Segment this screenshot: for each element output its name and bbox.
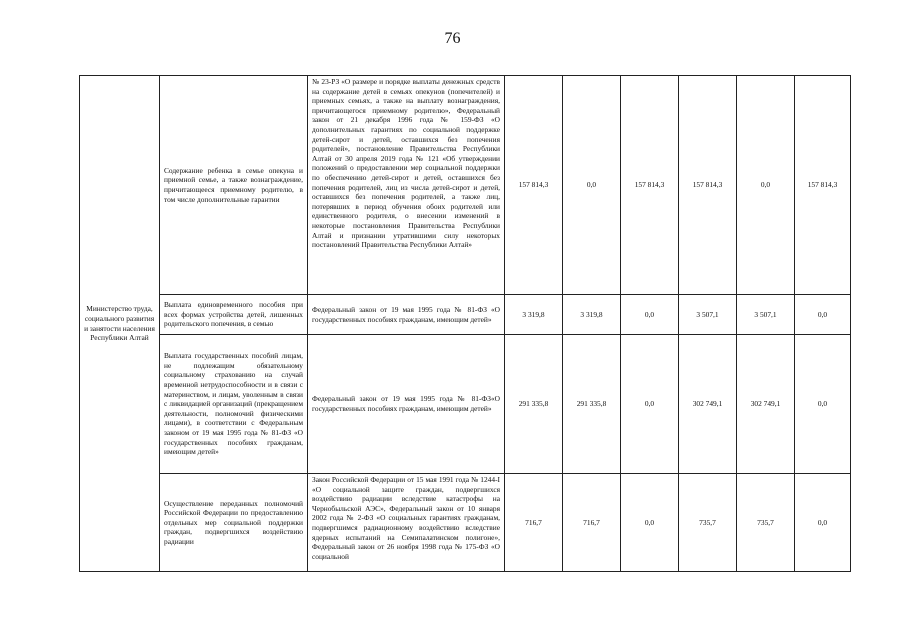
law-cell bbox=[308, 76, 505, 295]
value-cell: 0,0 bbox=[737, 76, 795, 295]
law-text: Закон Российской Федерации от 15 мая 1991 года № 1244-I «О социальной защите граждан, подвергшихся воздействию радиации вследствие катастрофы на Чернобыльской АЭС», Федеральный закон от 10 января 2002 года № 2-ФЗ «О социальных гарантиях гражданам, подвергшимся радиационному воздействию вследствие ядерных испытаний на Семипалатинском полигоне», Федеральный закон от 26 ноября 1998 года № 175-ФЗ «О социальной bbox=[312, 475, 500, 561]
document-table bbox=[79, 75, 851, 572]
purpose-cell: Выплата единовременного пособия при всех формах устройства детей, лишенных родительского попечения, в семью bbox=[160, 295, 308, 335]
value-cell: 302 749,1 bbox=[679, 335, 737, 474]
value-cell: 0,0 bbox=[795, 474, 851, 572]
law-cell bbox=[308, 474, 505, 572]
value-cell: 735,7 bbox=[679, 474, 737, 572]
table-row bbox=[80, 295, 851, 335]
value-cell: 157 814,3 bbox=[679, 76, 737, 295]
value-cell: 157 814,3 bbox=[621, 76, 679, 295]
page-number: 76 bbox=[444, 30, 461, 47]
value-cell: 302 749,1 bbox=[737, 335, 795, 474]
value-cell: 735,7 bbox=[737, 474, 795, 572]
value-cell: 0,0 bbox=[795, 335, 851, 474]
value-cell: 291 335,8 bbox=[505, 335, 563, 474]
value-cell: 3 319,8 bbox=[563, 295, 621, 335]
department-cell: Министерство труда, социального развития и занятости населения Республики Алтай bbox=[80, 76, 160, 572]
value-cell: 716,7 bbox=[563, 474, 621, 572]
value-cell: 0,0 bbox=[621, 295, 679, 335]
purpose-cell: Выплата государственных пособий лицам, не подлежащим обязательному социальному страхованию на случай временной нетрудоспособности и в связи с материнством, и лицам, уволенным в связи с ликвидацией организаций (прекращением деятельности, полномочий физическими лицами), в соответствии с Федеральным законом от 19 мая 1995 года № 81-ФЗ «О государственных пособиях гражданам, имеющим детей» bbox=[160, 335, 308, 474]
law-cell: Федеральный закон от 19 мая 1995 года № 81-ФЗ«О государственных пособиях гражданам, имеющим детей» bbox=[308, 335, 505, 474]
value-cell: 0,0 bbox=[563, 76, 621, 295]
value-cell: 716,7 bbox=[505, 474, 563, 572]
law-text: № 23-РЗ «О размере и порядке выплаты денежных средств на содержание детей в семьях опекунов (попечителей) и приемных семьях, а также на выплату вознаграждения, причитающегося приемному родителю», Федеральный закон от 21 декабря 1996 года № 159-ФЗ «О дополнительных гарантиях по социальной поддержке детей-сирот и детей, оставшихся без попечения родителей», постановление Правительства Республики Алтай от 30 апреля 2019 года № 121 «Об утверждении положений о предоставлении мер социальной поддержки по обеспечению детей-сирот и детей, оставшихся без попечения родителей, лиц из числа детей-сирот и детей, оставшихся без попечения родителей, а также лиц, потерявших в период обучения обоих родителей или единственного родителя, о внесении изменений в некоторые постановления Правительства Республики Алтай и признании утратившими силу некоторых постановлений Правительства Республики Алтай» bbox=[312, 77, 500, 250]
value-cell: 157 814,3 bbox=[505, 76, 563, 295]
law-cell: Федеральный закон от 19 мая 1995 года № 81-ФЗ «О государственных пособиях гражданам, имеющим детей» bbox=[308, 295, 505, 335]
value-cell: 0,0 bbox=[621, 335, 679, 474]
value-cell: 0,0 bbox=[621, 474, 679, 572]
value-cell: 3 319,8 bbox=[505, 295, 563, 335]
value-cell: 3 507,1 bbox=[679, 295, 737, 335]
purpose-cell: Осуществление переданных полномочий Российской Федерации по предоставлению отдельных мер социальной поддержки граждан, подвергшихся воздействию радиации bbox=[160, 474, 308, 572]
value-cell: 0,0 bbox=[795, 295, 851, 335]
purpose-cell: Содержание ребенка в семье опекуна и приемной семье, а также вознаграждение, причитающееся приемному родителю, в том числе дополнительные гарантии bbox=[160, 76, 308, 295]
table-row bbox=[80, 474, 851, 572]
value-cell: 3 507,1 bbox=[737, 295, 795, 335]
value-cell: 291 335,8 bbox=[563, 335, 621, 474]
table-row bbox=[80, 76, 851, 295]
table-row bbox=[80, 335, 851, 474]
value-cell: 157 814,3 bbox=[795, 76, 851, 295]
